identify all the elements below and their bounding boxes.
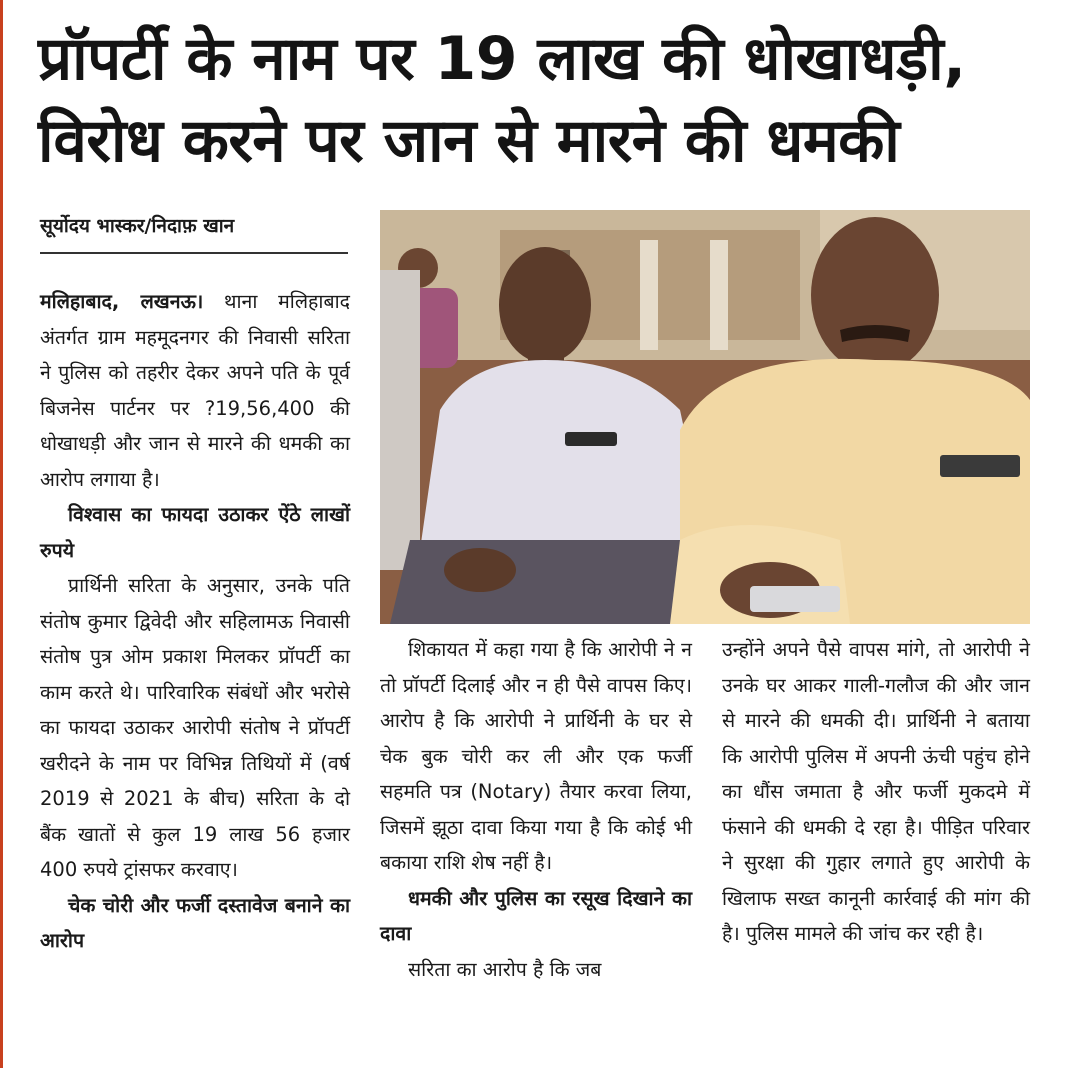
byline-rule xyxy=(40,252,348,254)
page-edge-line xyxy=(0,0,3,1068)
article-column-1 xyxy=(40,284,350,959)
lead-text: थाना मलिहाबाद अंतर्गत ग्राम महमूदनगर की निवासी सरिता ने पुलिस को तहरीर देकर अपने पति के पूर्व बिजनेस पार्टनर पर ?19,56,400 की धोखाधड़ी और जान से मारने की धमकी का आरोप लगाया है। xyxy=(40,290,350,491)
paragraph-3-start: सरिता का आरोप है कि जब xyxy=(408,957,602,981)
headline-line-1: प्रॉपर्टी के नाम पर 19 लाख की धोखाधड़ी, xyxy=(38,24,966,94)
subhead-2: चेक चोरी और फर्जी दस्तावेज बनाने का आरोप xyxy=(40,893,350,952)
dateline: मलिहाबाद, लखनऊ। xyxy=(40,290,204,313)
headline-line-2: विरोध करने पर जान से मारने की धमकी xyxy=(38,106,900,176)
paragraph-2: शिकायत में कहा गया है कि आरोपी ने न तो प्रॉपर्टी दिलाई और न ही पैसे वापस किए। आरोप है कि आरोपी ने प्रार्थिनी के घर से चेक बुक चोरी कर ली और एक फर्जी सहमति पत्र (Notary) तैयार करवा लिया, जिसमें झूठा दावा किया गया है कि कोई भी बकाया राशि शेष नहीं है। xyxy=(380,638,692,874)
article-column-3 xyxy=(722,632,1030,952)
byline: सूर्योदय भास्कर/निदाफ़ खान xyxy=(40,215,235,237)
photo-two-men-illustration xyxy=(380,210,1030,624)
subhead-1: विश्वास का फायदा उठाकर ऐंठे लाखों रुपये xyxy=(40,503,350,562)
paragraph-3-continued: उन्होंने अपने पैसे वापस मांगे, तो आरोपी ने उनके घर आकर गाली-गलौज की और जान से मारने की धमकी दी। प्रार्थिनी ने बताया कि आरोपी पुलिस में अपनी ऊंची पहुंच होने का धौंस जमाता है और फर्जी मुकदमे में फंसाने की धमकी दे रहा है। पीड़ित परिवार ने सुरक्षा की गुहार लगाते हुए आरोपी के खिलाफ सख्त कानूनी कार्रवाई की मांग की है। पुलिस मामले की जांच कर रही है। xyxy=(722,638,1030,945)
subhead-3: धमकी और पुलिस का रसूख दिखाने का दावा xyxy=(380,886,692,945)
headline xyxy=(38,18,1048,182)
article-column-2 xyxy=(380,632,692,987)
paragraph-1: प्रार्थिनी सरिता के अनुसार, उनके पति संतोष कुमार द्विवेदी और सहिलामऊ निवासी संतोष पुत्र ओम प्रकाश मिलकर प्रॉपर्टी का काम करते थे। पारिवारिक संबंधों और भरोसे का फायदा उठाकर आरोपी संतोष ने प्रॉपर्टी खरीदने के नाम पर विभिन्न तिथियों में (वर्ष 2019 से 2021 के बीच) सरिता के दो बैंक खातों से कुल 19 लाख 56 हजार 400 रुपये ट्रांसफर करवाए। xyxy=(40,574,350,881)
news-photo xyxy=(380,210,1030,624)
lead-paragraph xyxy=(40,284,350,497)
